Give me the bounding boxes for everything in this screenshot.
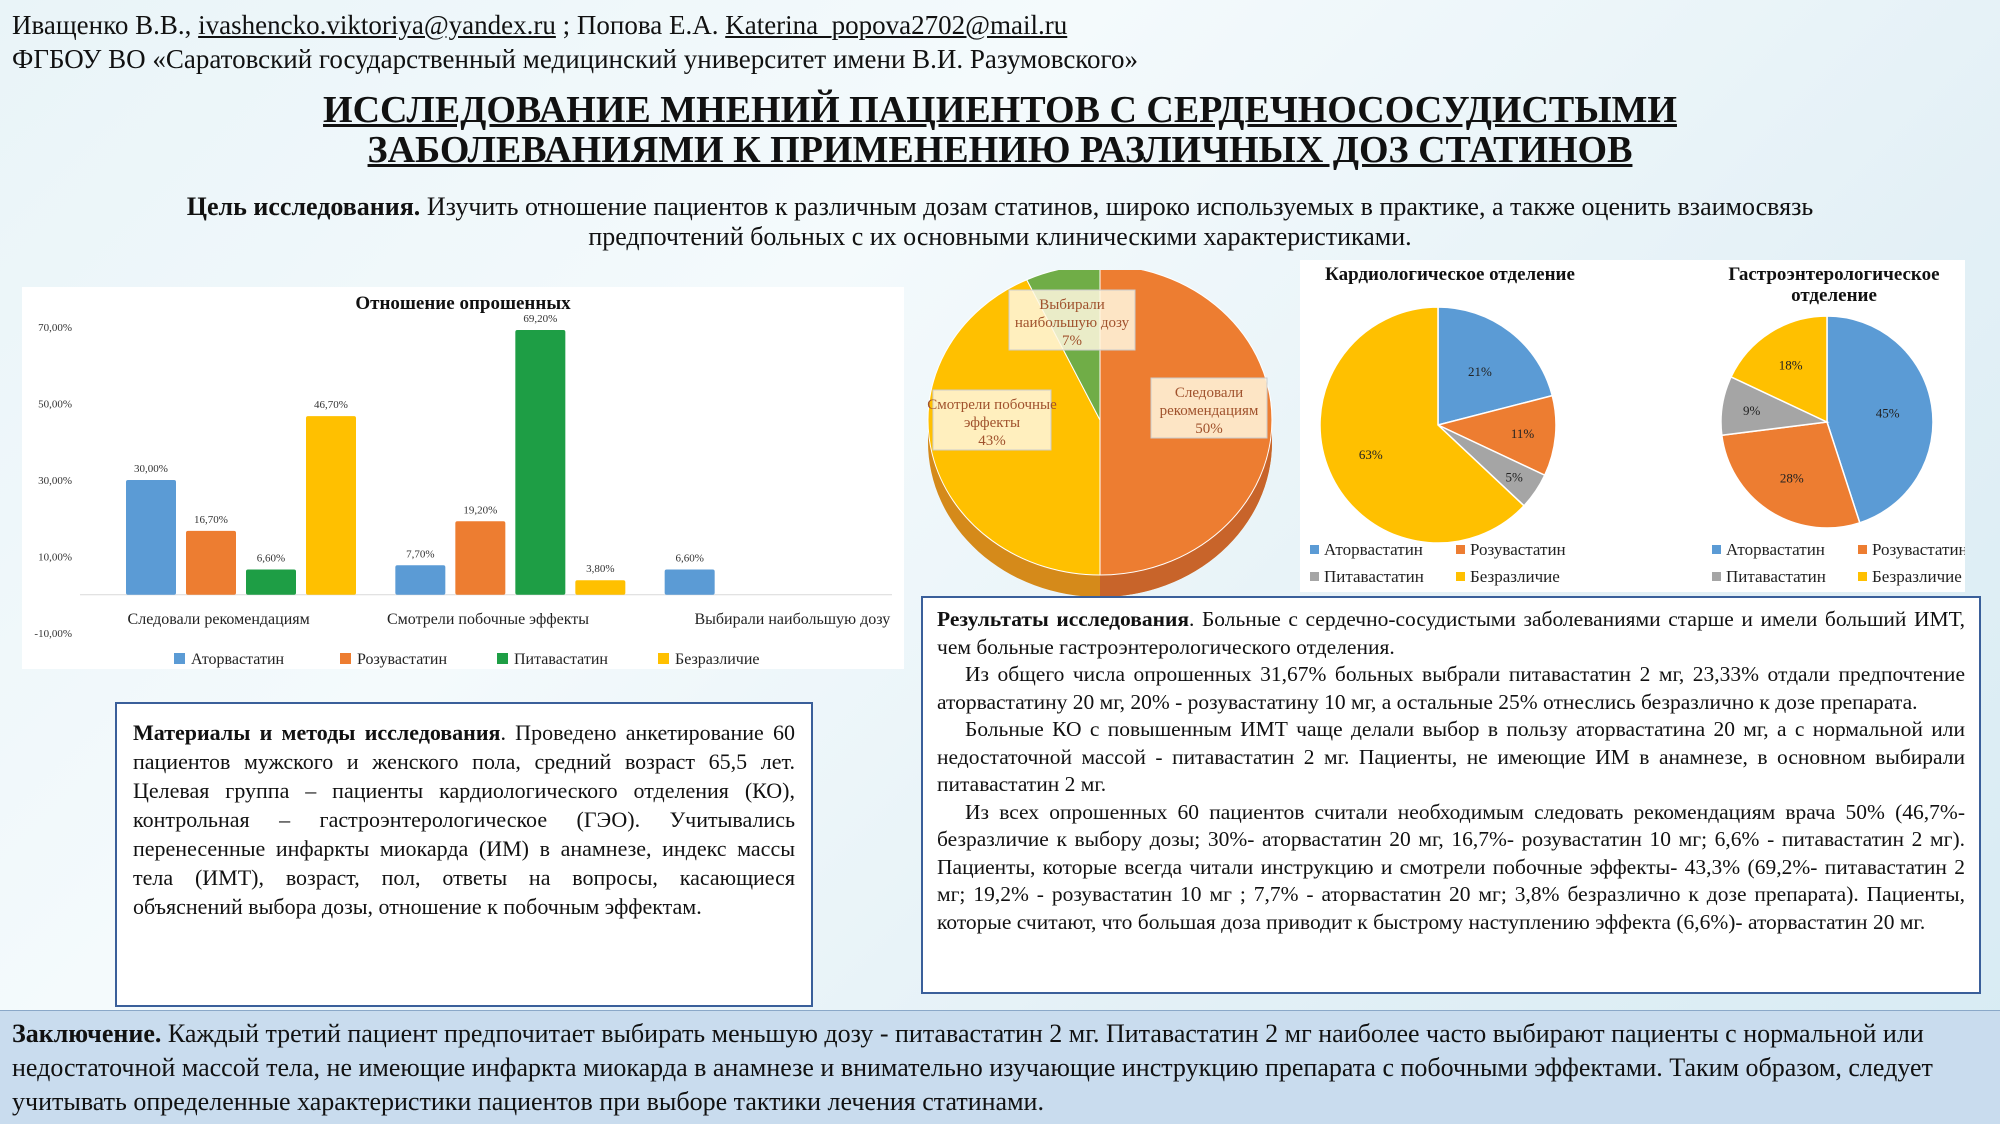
pie-label-text: эффекты: [963, 415, 1021, 431]
bar-data-label: 7,70%: [406, 548, 435, 561]
pie-cardio-legend-label: Безразличие: [1470, 567, 1560, 586]
bar: [575, 580, 625, 595]
results-paragraph-4: Из всех опрошенных 60 пациентов считали необходимым следовать рекомендациям врача 50% (46,7%- безразличие к выбору дозы; 30%- аторвастатин 20 мг, 16,7%- розувастатин 10 мг; 6,6% - питавастатин 2 мг). Пациенты, которые всегда читали инструкцию и смотрели побочные эффекты- 43,3% (69,2%- питавастатин 2 мг; 19,2% - розувастатин 10 мг ; 7,7% - аторвастатин 20 мг; 3,8% безразлично к дозе препарата). Пациенты, которые считают, что большая доза приводит к быстрому наступлению эффекта (6,6%)- аторвастатин 20 мг.: [937, 799, 1965, 934]
pie-label-text: рекомендациям: [1159, 403, 1259, 419]
bar: [515, 330, 565, 595]
bar-data-label: 3,80%: [586, 563, 615, 576]
bar: [186, 531, 236, 595]
y-tick-label: 50,00%: [38, 398, 72, 411]
bar: [126, 480, 176, 595]
bar: [395, 565, 445, 594]
pie-cardio-legend-swatch: [1310, 572, 1319, 581]
department-pie-charts: [1300, 260, 1965, 592]
title-line-2: ЗАБОЛЕВАНИЯМИ К ПРИМЕНЕНИЮ РАЗЛИЧНЫХ ДОЗ СТАТИНОВ: [367, 129, 1633, 171]
pie-label-side-effects: [927, 390, 1057, 450]
results-text-1: . Больные с сердечно-сосудистыми заболеваниями старше и имели больший ИМТ, чем больные гастроэнтерологического отделения.: [937, 607, 1965, 659]
department-pies-panel: [1300, 260, 1965, 592]
pie-cardio-data-label: 21%: [1468, 363, 1492, 379]
aim-paragraph: [120, 192, 1880, 252]
bar-data-label: 6,60%: [675, 552, 704, 565]
author-email-link[interactable]: ivashencko.viktoriya@yandex.ru: [198, 10, 556, 40]
pie-gastro-legend-label: Розувастатин: [1872, 540, 1965, 559]
pie-cardio-legend-label: Аторвастатин: [1324, 540, 1423, 559]
aim-text: Изучить отношение пациентов к различным дозам статинов, широко используемых в практике, а также оценить взаимосвязь предпочтений больных с их основными клиническими характеристиками.: [420, 192, 1814, 251]
y-tick-label: -10,00%: [34, 628, 72, 640]
results-paragraph-1: [937, 606, 1965, 661]
pie-gastro-title-line2: отделение: [1791, 285, 1877, 306]
y-tick-label: 30,00%: [38, 475, 72, 487]
y-tick-label: 70,00%: [38, 322, 72, 334]
conclusion-label: Заключение.: [12, 1019, 162, 1048]
category-label: Следовали рекомендациям: [127, 611, 310, 628]
pie-label-text: Смотрели побочные: [927, 397, 1057, 413]
pie-label-text: наибольшую дозу: [1014, 315, 1130, 331]
legend-label: Розувастатин: [357, 651, 448, 668]
category-label: Смотрели побочные эффекты: [387, 611, 589, 628]
methods-text: . Проведено анкетирование 60 пациентов мужского и женского пола, средний возраст 65,5 лет. Целевая группа – пациенты кардиологического отделения (КО), контрольная – гастроэнтерологическое (ГЭО). Учитывались перенесенные инфаркты миокарда (ИМ) в анамнезе, индекс массы тела (ИМТ), возраст, пол, ответы на вопросы, касающиеся объяснений выбора дозы, отношение к побочным эффектам.: [133, 720, 796, 919]
pie-cardio-legend-swatch: [1456, 572, 1465, 581]
poster-title: [0, 90, 2000, 170]
pie-label-text: Следовали: [1174, 385, 1244, 401]
pie-label-text: 7%: [1062, 333, 1082, 349]
legend-swatch: [658, 653, 669, 664]
bar-data-label: 69,20%: [523, 313, 558, 326]
pie-gastro-legend-swatch: [1712, 545, 1721, 554]
bar: [665, 570, 715, 595]
pie-gastro-data-label: 28%: [1779, 470, 1804, 486]
bar: [306, 416, 356, 595]
pie-cardio-legend-swatch: [1310, 545, 1319, 554]
bar: [455, 521, 505, 594]
pie-cardio-title: Кардиологическое отделение: [1325, 264, 1575, 285]
pie-cardio-data-label: 11%: [1510, 425, 1535, 441]
methods-box: [115, 702, 813, 1007]
results-label: Результаты исследования: [937, 607, 1190, 631]
bar-chart: [22, 287, 904, 669]
author-name: Иващенко В.В.,: [12, 10, 192, 40]
category-label: Выбирали наибольшую дозу: [694, 611, 891, 628]
bar-data-label: 16,70%: [194, 513, 228, 526]
pie-gastro-data-label: 9%: [1742, 403, 1761, 419]
pie-gastro-legend-label: Безразличие: [1872, 567, 1962, 586]
bar-data-label: 46,70%: [314, 399, 348, 412]
aim-label: Цель исследования.: [186, 192, 421, 221]
pie-cardio-data-label: 63%: [1358, 447, 1383, 463]
pie-chart-overall: [915, 270, 1285, 600]
pie-gastro-legend-label: Аторвастатин: [1726, 540, 1825, 559]
pie-cardio-legend-label: Розувастатин: [1470, 540, 1566, 559]
bar-data-label: 30,00%: [134, 463, 168, 475]
pie-cardio-legend-label: Питавастатин: [1324, 567, 1424, 586]
methods-label: Материалы и методы исследования: [133, 720, 501, 745]
legend-label: Аторвастатин: [191, 651, 285, 668]
legend-swatch: [340, 653, 351, 664]
legend-swatch: [174, 653, 185, 664]
bar-data-label: 19,20%: [463, 504, 498, 517]
pie-chart-overall-panel: [915, 270, 1285, 600]
conclusion-text: Каждый третий пациент предпочитает выбирать меньшую дозу - питавастатин 2 мг. Питавастатин 2 мг наиболее часто выбирают пациенты с нормальной или недостаточной массой тела, не имеющие инфаркта миокарда в анамнезе и внимательно изучающие инструкцию препарата с побочными эффектами. Таким образом, следует учитывать определенные характеристики пациентов при выборе тактики лечения статинами.: [12, 1019, 1933, 1116]
bar: [246, 570, 296, 595]
pie-gastro-title-line1: Гастроэнтерологическое: [1728, 264, 1940, 285]
authors-block: [12, 8, 1138, 76]
pie-label-text: 50%: [1195, 421, 1223, 437]
affiliation: ФГБОУ ВО «Саратовский государственный медицинский университет имени В.И. Разумовского»: [12, 44, 1138, 74]
pie-gastro-data-label: 18%: [1778, 357, 1803, 373]
bar-chart-panel: [22, 287, 904, 669]
pie-label-text: 43%: [978, 433, 1006, 449]
results-box: [921, 596, 1981, 994]
pie-label-text: Выбирали: [1039, 297, 1105, 313]
legend-label: Питавастатин: [514, 651, 608, 668]
author-separator: ; Попова Е.А.: [555, 10, 726, 40]
pie-gastro-legend-swatch: [1858, 545, 1867, 554]
pie-gastro-legend-label: Питавастатин: [1726, 567, 1826, 586]
pie-gastro-legend-swatch: [1712, 572, 1721, 581]
bar-data-label: 6,60%: [256, 552, 286, 565]
authors-line: [12, 8, 1138, 42]
bar-chart-title: Отношение опрошенных: [355, 293, 571, 314]
pie-cardio-legend-swatch: [1456, 545, 1465, 554]
pie-gastro-data-label: 45%: [1875, 405, 1900, 421]
title-line-1: ИССЛЕДОВАНИЕ МНЕНИЙ ПАЦИЕНТОВ С СЕРДЕЧНОСОСУДИСТЫМИ: [323, 89, 1677, 131]
conclusion-bar: [0, 1010, 2000, 1124]
pie-gastro-legend-swatch: [1858, 572, 1867, 581]
coauthor-email-link[interactable]: Katerina_popova2702@mail.ru: [725, 10, 1068, 40]
legend-swatch: [497, 653, 508, 664]
legend-label: Безразличие: [675, 651, 760, 668]
pie-label-recommendations: [1151, 378, 1267, 438]
pie-label-max-dose: [1009, 290, 1135, 350]
pie-cardio-data-label: 5%: [1505, 469, 1523, 485]
results-paragraph-2: Из общего числа опрошенных 31,67% больных выбрали питавастатин 2 мг, 23,33% отдали предпочтение аторвастатину 20 мг, 20% - розувастатину 10 мг, а остальные 25% отнеслись безразлично к дозе препарата.: [937, 662, 1965, 714]
results-paragraph-3: Больные КО с повышенным ИМТ чаще делали выбор в пользу аторвастатина 20 мг, а с нормальной или недостаточной массой - питавастатин 2 мг. Пациенты, не имеющие ИМ в анамнезе, в основном выбирали питавастатин 2 мг.: [937, 717, 1965, 796]
y-tick-label: 10,00%: [38, 551, 72, 564]
